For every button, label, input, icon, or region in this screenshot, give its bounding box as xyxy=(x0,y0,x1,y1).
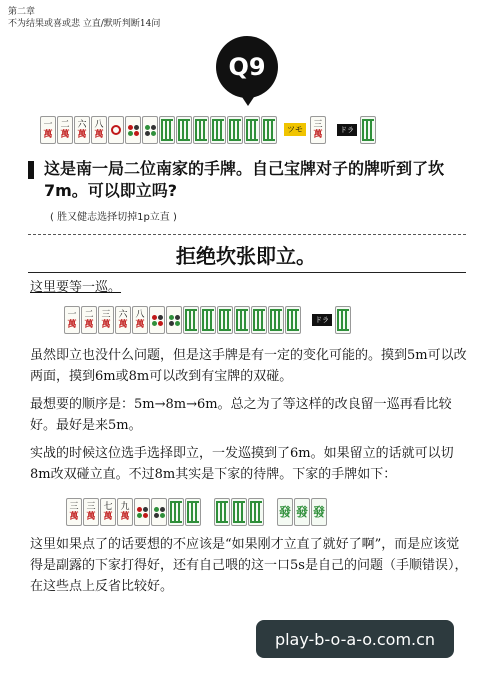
mahjong-tile xyxy=(40,116,56,144)
man-suit-icon: 萬 xyxy=(94,130,104,140)
one-pin-icon xyxy=(111,125,121,135)
paragraph-3: 实战的时候这位选手选择即立，一发巡摸到了6m。如果留立的话就可以切8m改双碰立直。不过8m其实是下家的待牌。下家的手牌如下： xyxy=(30,446,454,482)
three-pin-icon xyxy=(137,507,148,518)
mahjong-tile xyxy=(200,306,216,334)
tile-number: 八 xyxy=(135,310,145,320)
bamboo-icon xyxy=(246,119,258,141)
bamboo-icon xyxy=(187,501,199,523)
mahjong-tile xyxy=(168,498,184,526)
tile-number: 一 xyxy=(67,310,77,320)
tile-number: 三 xyxy=(69,502,79,512)
man-suit-icon: 萬 xyxy=(103,512,113,522)
four-pin-icon xyxy=(154,507,165,518)
bamboo-icon xyxy=(287,309,299,331)
section-title: 这里要等一巡。 xyxy=(30,280,122,295)
bamboo-icon xyxy=(185,309,197,331)
mahjong-tile xyxy=(217,306,233,334)
bamboo-icon xyxy=(270,309,282,331)
mahjong-tile xyxy=(210,116,226,144)
mahjong-tile xyxy=(231,498,247,526)
tile-number: 九 xyxy=(120,502,130,512)
mahjong-tile xyxy=(149,306,165,334)
bamboo-icon xyxy=(170,501,182,523)
mahjong-tile xyxy=(57,116,73,144)
tile-number: 一 xyxy=(43,120,53,130)
mahjong-tile xyxy=(115,306,131,334)
page-header xyxy=(8,6,160,30)
paragraph-1: 虽然即立也没什么问题，但是这手牌是有一定的变化可能的。摸到5m可以改两面，摸到6m或8m可以改到有宝牌的双碰。 xyxy=(30,348,467,384)
mahjong-tile xyxy=(132,306,148,334)
bamboo-icon xyxy=(219,309,231,331)
bamboo-icon xyxy=(195,119,207,141)
hand-tiles-revised xyxy=(64,306,352,334)
mahjong-tile xyxy=(294,498,310,526)
paragraph-final: 这里如果点了的话要想的不应该是“如果刚才立直了就好了啊”，而是应该觉得是副露的下家打得好，还有自己喂的这一口5s是自己的问题（手顺错误），在这些点上反省比较好。 xyxy=(30,537,468,594)
question-note: ( 胜又健志选择切掉1p立直 ) xyxy=(50,212,177,223)
mahjong-tile xyxy=(310,116,326,144)
man-suit-icon: 萬 xyxy=(43,130,53,140)
bamboo-icon xyxy=(202,309,214,331)
man-suit-icon: 萬 xyxy=(77,130,87,140)
green-dragon-icon: 發 xyxy=(295,505,308,519)
man-suit-icon: 萬 xyxy=(118,320,128,330)
bamboo-icon xyxy=(161,119,173,141)
tile-number: 三 xyxy=(101,310,111,320)
man-suit-icon: 萬 xyxy=(101,320,111,330)
mahjong-tile xyxy=(183,306,199,334)
green-dragon-icon: 發 xyxy=(278,505,291,519)
question-text: 这是南一局二位南家的手牌。自己宝牌对子的牌听到了坎7m。可以即立吗? xyxy=(44,159,445,200)
watermark: play-b-o-a-o.com.cn xyxy=(256,620,454,658)
bamboo-icon xyxy=(178,119,190,141)
mahjong-tile xyxy=(98,306,114,334)
mahjong-tile xyxy=(227,116,243,144)
mahjong-tile xyxy=(311,498,327,526)
mahjong-tile xyxy=(244,116,260,144)
chapter-label: 第二章 xyxy=(8,7,36,17)
dora-label: ドラ xyxy=(337,124,357,136)
bamboo-icon xyxy=(250,501,262,523)
tile-number: 七 xyxy=(103,502,113,512)
mahjong-tile xyxy=(64,306,80,334)
bamboo-icon xyxy=(229,119,241,141)
tile-number: 六 xyxy=(77,120,87,130)
mahjong-tile xyxy=(335,306,351,334)
hand-tiles-initial xyxy=(40,116,377,144)
four-pin-icon xyxy=(145,125,156,136)
man-suit-icon: 萬 xyxy=(67,320,77,330)
divider-solid xyxy=(28,272,466,273)
mahjong-tile xyxy=(134,498,150,526)
mahjong-tile xyxy=(125,116,141,144)
bamboo-icon xyxy=(362,119,374,141)
question-badge: Q9 xyxy=(216,36,278,98)
bamboo-icon xyxy=(212,119,224,141)
mahjong-tile xyxy=(66,498,82,526)
green-dragon-icon: 發 xyxy=(312,505,325,519)
mahjong-tile xyxy=(277,498,293,526)
tile-number: 二 xyxy=(60,120,70,130)
mahjong-tile xyxy=(193,116,209,144)
bamboo-icon xyxy=(216,501,228,523)
tile-number: 八 xyxy=(94,120,104,130)
man-suit-icon: 萬 xyxy=(86,512,96,522)
badge-pointer xyxy=(240,94,256,106)
mahjong-tile xyxy=(285,306,301,334)
mahjong-tile xyxy=(91,116,107,144)
mahjong-tile xyxy=(74,116,90,144)
mahjong-tile xyxy=(166,306,182,334)
mahjong-tile xyxy=(100,498,116,526)
mahjong-tile xyxy=(261,116,277,144)
mahjong-tile xyxy=(268,306,284,334)
mahjong-tile xyxy=(108,116,124,144)
mahjong-tile xyxy=(81,306,97,334)
dora-label: ドラ xyxy=(312,314,332,326)
man-suit-icon: 萬 xyxy=(120,512,130,522)
bamboo-icon xyxy=(233,501,245,523)
three-pin-icon xyxy=(128,125,139,136)
tile-number: 三 xyxy=(86,502,96,512)
mahjong-tile xyxy=(185,498,201,526)
tile-number: 六 xyxy=(118,310,128,320)
bamboo-icon xyxy=(236,309,248,331)
mahjong-tile xyxy=(360,116,376,144)
man-suit-icon: 萬 xyxy=(69,512,79,522)
mahjong-tile xyxy=(214,498,230,526)
man-suit-icon: 萬 xyxy=(84,320,94,330)
mahjong-tile xyxy=(251,306,267,334)
tile-number: 三 xyxy=(313,120,323,130)
bamboo-icon xyxy=(263,119,275,141)
mahjong-tile xyxy=(117,498,133,526)
bamboo-icon xyxy=(253,309,265,331)
mahjong-tile xyxy=(234,306,250,334)
mahjong-tile xyxy=(159,116,175,144)
tsumo-label: ツモ xyxy=(284,123,306,136)
man-suit-icon: 萬 xyxy=(60,130,70,140)
man-suit-icon: 萬 xyxy=(313,130,323,140)
mahjong-tile xyxy=(83,498,99,526)
tile-number: 二 xyxy=(84,310,94,320)
four-pin-icon xyxy=(169,315,180,326)
mahjong-tile xyxy=(142,116,158,144)
divider-dashed xyxy=(28,234,466,235)
bamboo-icon xyxy=(337,309,349,331)
man-suit-icon: 萬 xyxy=(135,320,145,330)
hand-tiles-opponent xyxy=(66,498,328,526)
paragraph-2: 最想要的顺序是：5m→8m→6m。总之为了等这样的改良留一巡再看比较好。最好是来5m。 xyxy=(30,397,452,433)
three-pin-icon xyxy=(152,315,163,326)
mahjong-tile xyxy=(151,498,167,526)
mahjong-tile xyxy=(248,498,264,526)
chapter-subtitle: 不为结果或喜或悲 立直/默听判断14问 xyxy=(8,19,161,29)
answer-heading: 拒绝坎张即立。 xyxy=(176,244,316,268)
mahjong-tile xyxy=(176,116,192,144)
